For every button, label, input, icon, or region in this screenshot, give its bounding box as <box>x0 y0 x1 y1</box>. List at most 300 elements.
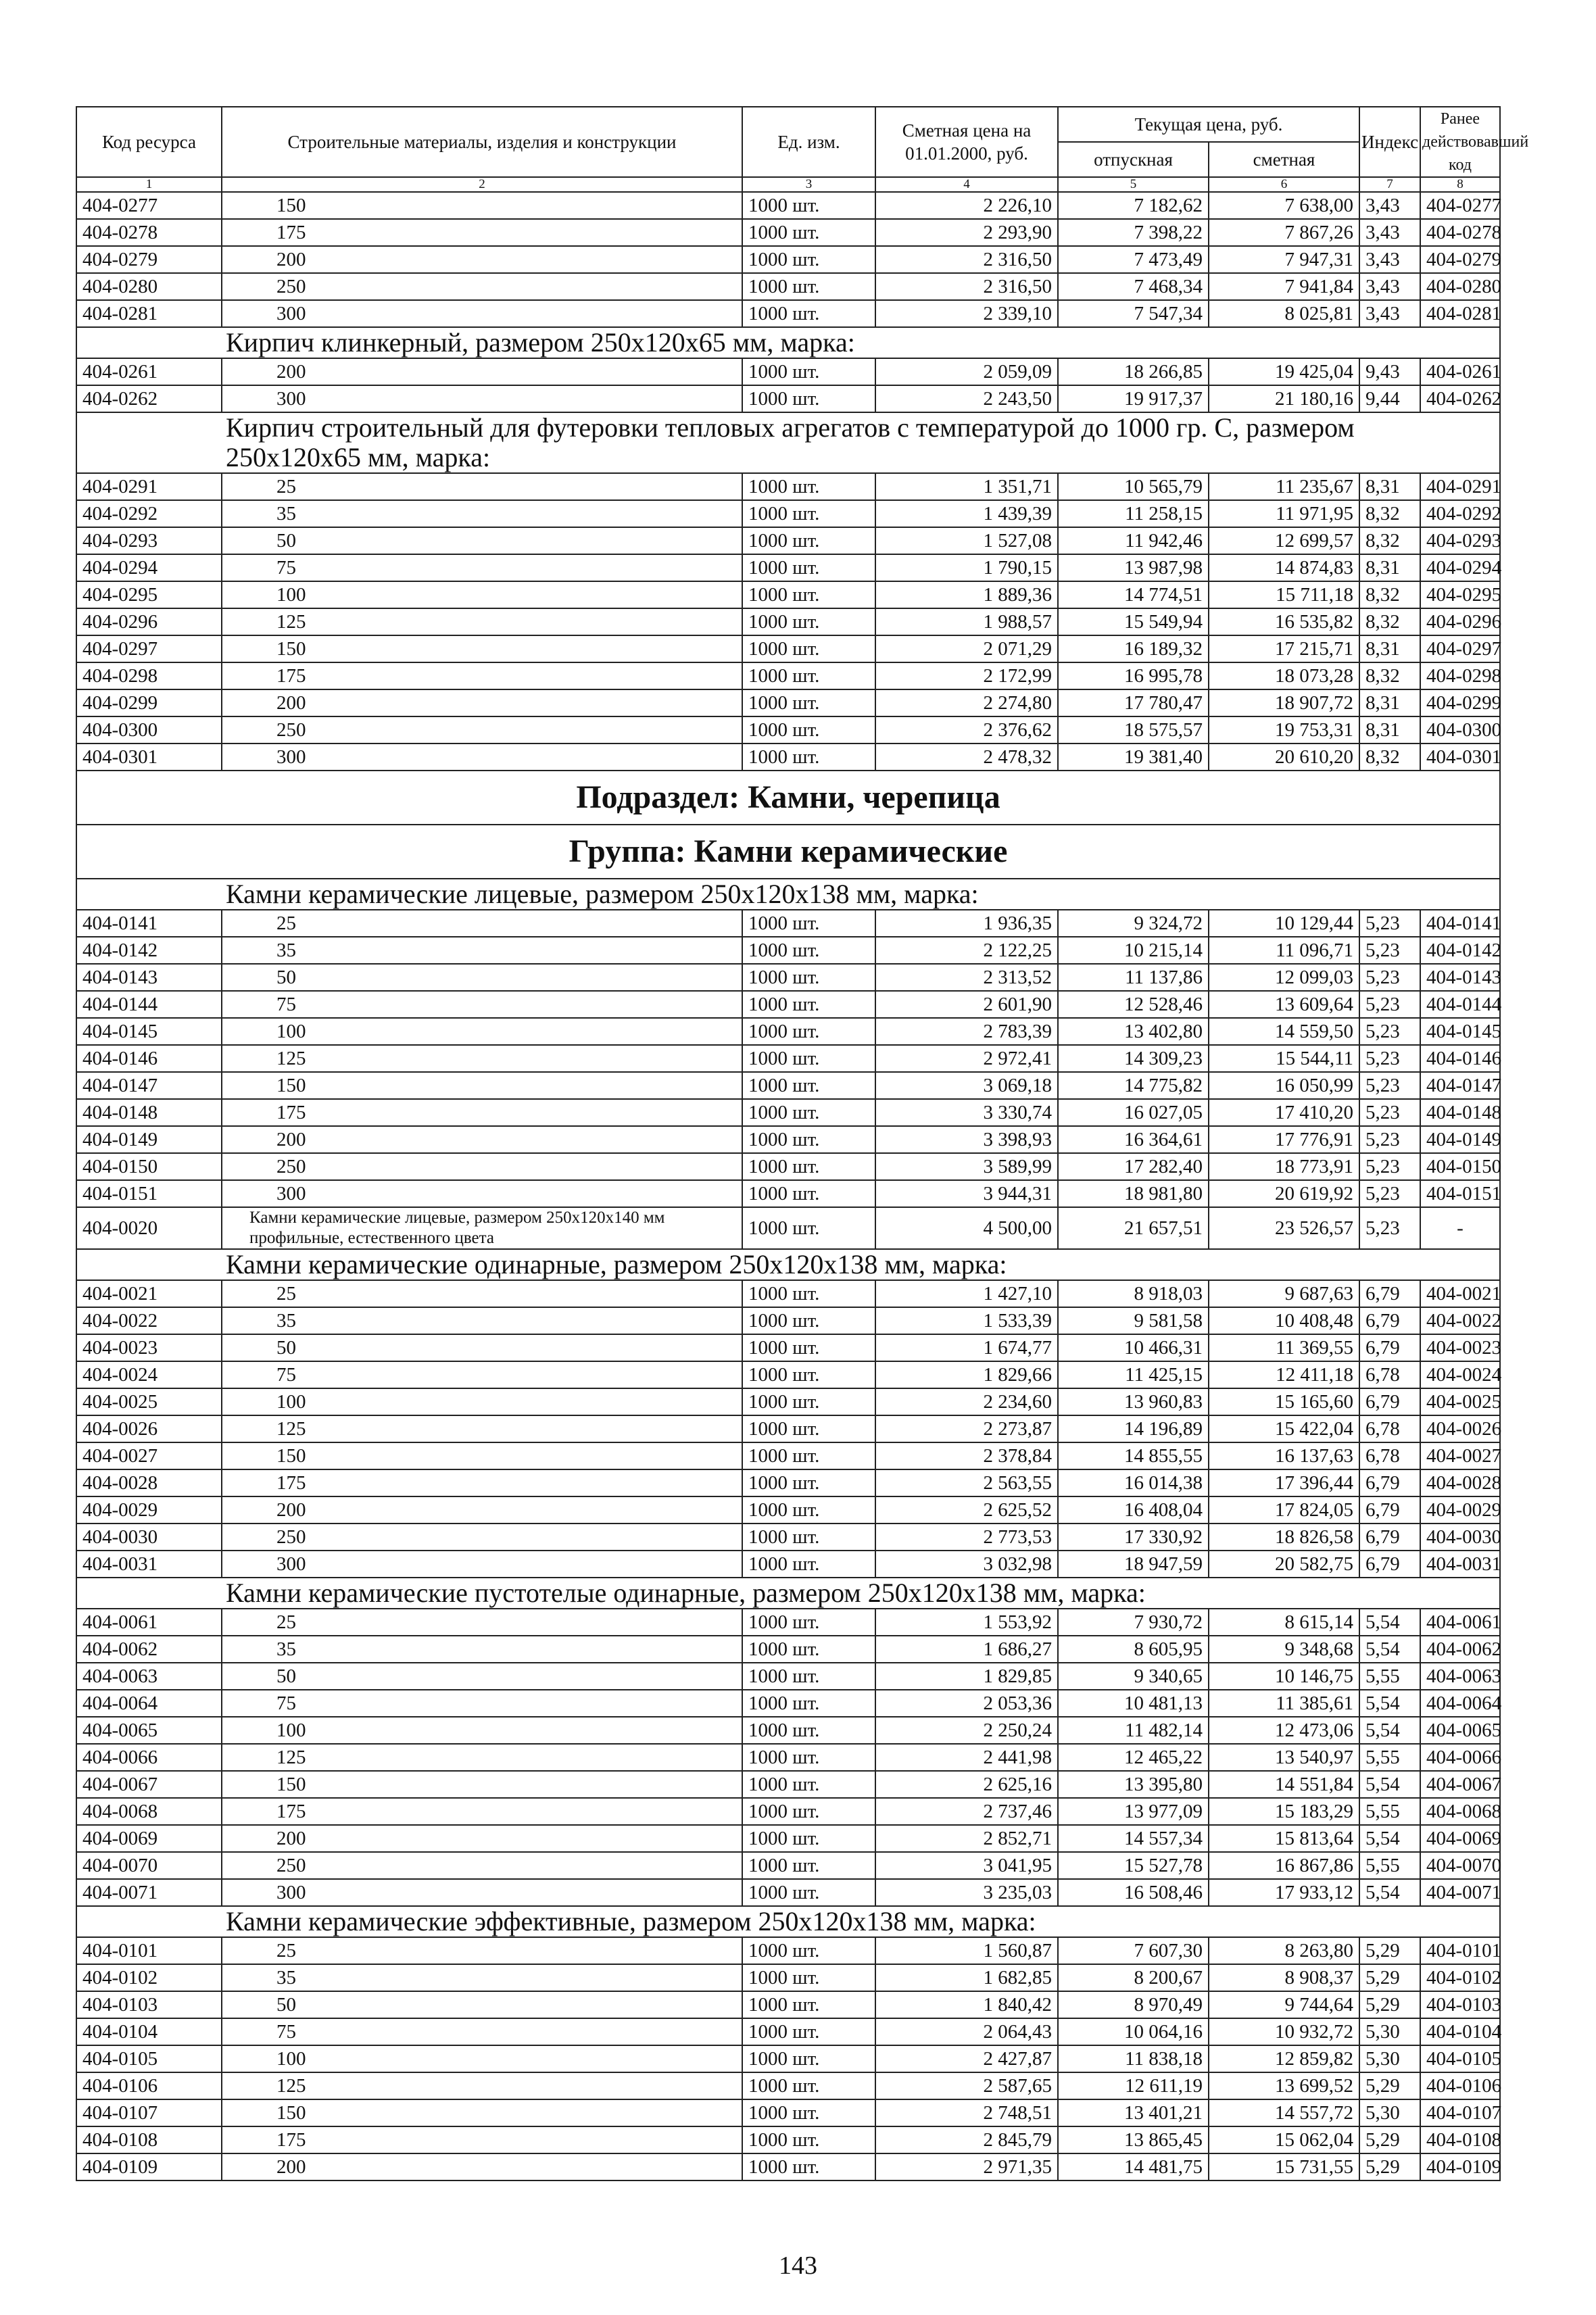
base-price-cell: 3 041,95 <box>875 1852 1058 1879</box>
release-price-cell: 16 189,32 <box>1058 635 1209 662</box>
index-cell: 5,29 <box>1359 2153 1420 2180</box>
release-price-cell: 14 557,34 <box>1058 1825 1209 1852</box>
mark-cell: 100 <box>222 1018 742 1045</box>
table-row <box>76 744 1500 771</box>
mark-cell: 300 <box>222 300 742 327</box>
table-row <box>76 358 1500 385</box>
estimate-price-cell: 17 824,05 <box>1209 1496 1359 1524</box>
header-code: Код ресурса <box>76 107 222 177</box>
mark-cell: 300 <box>222 385 742 412</box>
index-cell: 8,32 <box>1359 500 1420 527</box>
release-price-cell: 13 987,98 <box>1058 554 1209 581</box>
release-price-cell: 12 465,22 <box>1058 1744 1209 1771</box>
prev-code-cell: 404-0070 <box>1420 1852 1500 1879</box>
base-price-cell: 2 316,50 <box>875 246 1058 273</box>
prev-code-cell: 404-0261 <box>1420 358 1500 385</box>
prev-code-cell: 404-0150 <box>1420 1153 1500 1180</box>
resource-code-cell: 404-0101 <box>76 1937 222 1964</box>
mark-cell: 50 <box>222 1663 742 1690</box>
group-heading <box>76 1906 1500 1937</box>
unit-cell: 1000 шт. <box>742 1072 875 1099</box>
table-row <box>76 1663 1500 1690</box>
resource-code-cell: 404-0145 <box>76 1018 222 1045</box>
prev-code-cell: 404-0151 <box>1420 1180 1500 1207</box>
index-cell: 6,79 <box>1359 1524 1420 1551</box>
base-price-cell: 2 313,52 <box>875 964 1058 991</box>
base-price-cell: 3 032,98 <box>875 1551 1058 1578</box>
mark-cell: 200 <box>222 689 742 716</box>
mark-cell: 175 <box>222 2126 742 2153</box>
unit-cell: 1000 шт. <box>742 662 875 689</box>
resource-code-cell: 404-0291 <box>76 473 222 500</box>
header-release-price: отпускная <box>1058 142 1209 177</box>
unit-cell: 1000 шт. <box>742 1744 875 1771</box>
table-row <box>76 554 1500 581</box>
header-base-price: Сметная цена на 01.01.2000, руб. <box>875 107 1058 177</box>
release-price-cell: 13 977,09 <box>1058 1798 1209 1825</box>
mark-cell: 150 <box>222 2099 742 2126</box>
estimate-price-cell: 13 609,64 <box>1209 991 1359 1018</box>
resource-code-cell: 404-0069 <box>76 1825 222 1852</box>
base-price-cell: 3 944,31 <box>875 1180 1058 1207</box>
header-unit: Ед. изм. <box>742 107 875 177</box>
estimate-price-cell: 18 826,58 <box>1209 1524 1359 1551</box>
index-cell: 5,23 <box>1359 1099 1420 1126</box>
mark-cell: 200 <box>222 246 742 273</box>
resource-code-cell: 404-0107 <box>76 2099 222 2126</box>
base-price-cell: 1 889,36 <box>875 581 1058 608</box>
resource-code-cell: 404-0064 <box>76 1690 222 1717</box>
base-price-cell: 3 330,74 <box>875 1099 1058 1126</box>
index-cell: 5,29 <box>1359 1937 1420 1964</box>
unit-cell: 1000 шт. <box>742 2018 875 2045</box>
index-cell: 5,23 <box>1359 937 1420 964</box>
table-row <box>76 1072 1500 1099</box>
prev-code-cell: 404-0301 <box>1420 744 1500 771</box>
mark-cell: 150 <box>222 1072 742 1099</box>
group-title: Кирпич клинкерный, размером 250х120х65 мм, марка: <box>76 327 1500 358</box>
index-cell: 3,43 <box>1359 219 1420 246</box>
index-cell: 6,79 <box>1359 1334 1420 1361</box>
release-price-cell: 7 607,30 <box>1058 1937 1209 1964</box>
estimate-price-cell: 9 348,68 <box>1209 1636 1359 1663</box>
prev-code-cell: 404-0292 <box>1420 500 1500 527</box>
resource-code-cell: 404-0025 <box>76 1388 222 1415</box>
index-cell: 5,55 <box>1359 1852 1420 1879</box>
group-heading <box>76 1578 1500 1609</box>
estimate-price-cell: 7 947,31 <box>1209 246 1359 273</box>
estimate-price-cell: 20 582,75 <box>1209 1551 1359 1578</box>
mark-cell: 75 <box>222 1361 742 1388</box>
release-price-cell: 19 917,37 <box>1058 385 1209 412</box>
index-cell: 3,43 <box>1359 246 1420 273</box>
table-row <box>76 2018 1500 2045</box>
release-price-cell: 8 605,95 <box>1058 1636 1209 1663</box>
resource-code-cell: 404-0065 <box>76 1717 222 1744</box>
estimate-price-cell: 15 062,04 <box>1209 2126 1359 2153</box>
table-row <box>76 1744 1500 1771</box>
unit-cell: 1000 шт. <box>742 1099 875 1126</box>
release-price-cell: 10 215,14 <box>1058 937 1209 964</box>
estimate-price-cell: 20 610,20 <box>1209 744 1359 771</box>
mark-cell: 200 <box>222 1126 742 1153</box>
unit-cell: 1000 шт. <box>742 937 875 964</box>
unit-cell: 1000 шт. <box>742 1334 875 1361</box>
base-price-cell: 3 398,93 <box>875 1126 1058 1153</box>
estimate-price-cell: 7 638,00 <box>1209 192 1359 219</box>
release-price-cell: 13 401,21 <box>1058 2099 1209 2126</box>
estimate-price-cell: 15 813,64 <box>1209 1825 1359 1852</box>
release-price-cell: 13 395,80 <box>1058 1771 1209 1798</box>
prev-code-cell: 404-0104 <box>1420 2018 1500 2045</box>
unit-cell: 1000 шт. <box>742 219 875 246</box>
release-price-cell: 14 196,89 <box>1058 1415 1209 1442</box>
resource-code-cell: 404-0106 <box>76 2072 222 2099</box>
prev-code-cell: 404-0262 <box>1420 385 1500 412</box>
estimate-price-cell: 7 867,26 <box>1209 219 1359 246</box>
estimate-price-cell: 14 557,72 <box>1209 2099 1359 2126</box>
release-price-cell: 9 581,58 <box>1058 1307 1209 1334</box>
base-price-cell: 2 783,39 <box>875 1018 1058 1045</box>
estimate-price-cell: 9 687,63 <box>1209 1280 1359 1307</box>
release-price-cell: 7 468,34 <box>1058 273 1209 300</box>
base-price-cell: 2 316,50 <box>875 273 1058 300</box>
release-price-cell: 11 425,15 <box>1058 1361 1209 1388</box>
prev-code-cell: 404-0071 <box>1420 1879 1500 1906</box>
group-heading <box>76 879 1500 910</box>
unit-cell: 1000 шт. <box>742 1415 875 1442</box>
header-name: Строительные материалы, изделия и конструкции <box>222 107 742 177</box>
prev-code-cell: 404-0297 <box>1420 635 1500 662</box>
prev-code-cell: - <box>1420 1207 1500 1249</box>
base-price-cell: 2 845,79 <box>875 2126 1058 2153</box>
index-cell: 8,31 <box>1359 689 1420 716</box>
mark-cell: 25 <box>222 1609 742 1636</box>
base-price-cell: 2 273,87 <box>875 1415 1058 1442</box>
index-cell: 5,54 <box>1359 1609 1420 1636</box>
release-price-cell: 17 780,47 <box>1058 689 1209 716</box>
table-header <box>76 107 1529 192</box>
mark-cell: 50 <box>222 1334 742 1361</box>
base-price-cell: 3 069,18 <box>875 1072 1058 1099</box>
unit-cell: 1000 шт. <box>742 991 875 1018</box>
base-price-cell: 2 773,53 <box>875 1524 1058 1551</box>
prev-code-cell: 404-0027 <box>1420 1442 1500 1469</box>
resource-code-cell: 404-0298 <box>76 662 222 689</box>
resource-code-cell: 404-0279 <box>76 246 222 273</box>
resource-code-cell: 404-0144 <box>76 991 222 1018</box>
base-price-cell: 2 625,16 <box>875 1771 1058 1798</box>
base-price-cell: 1 427,10 <box>875 1280 1058 1307</box>
table-row <box>76 1180 1500 1207</box>
base-price-cell: 2 071,29 <box>875 635 1058 662</box>
index-cell: 6,78 <box>1359 1415 1420 1442</box>
header-index: Индекс <box>1359 107 1420 177</box>
estimate-price-cell: 15 544,11 <box>1209 1045 1359 1072</box>
unit-cell: 1000 шт. <box>742 1018 875 1045</box>
mark-cell: 125 <box>222 608 742 635</box>
base-price-cell: 2 226,10 <box>875 192 1058 219</box>
mark-cell: 250 <box>222 1852 742 1879</box>
estimate-price-cell: 15 711,18 <box>1209 581 1359 608</box>
mark-cell: 50 <box>222 964 742 991</box>
estimate-price-cell: 14 874,83 <box>1209 554 1359 581</box>
table-row <box>76 385 1500 412</box>
base-price-cell: 2 601,90 <box>875 991 1058 1018</box>
resource-code-cell: 404-0281 <box>76 300 222 327</box>
index-cell: 5,55 <box>1359 1798 1420 1825</box>
resource-code-cell: 404-0261 <box>76 358 222 385</box>
release-price-cell: 9 324,72 <box>1058 910 1209 937</box>
unit-cell: 1000 шт. <box>742 1442 875 1469</box>
subsection-title: Подраздел: Камни, черепица <box>76 771 1500 825</box>
unit-cell: 1000 шт. <box>742 1126 875 1153</box>
unit-cell: 1000 шт. <box>742 1551 875 1578</box>
prev-code-cell: 404-0028 <box>1420 1469 1500 1496</box>
subsection-heading <box>76 771 1500 825</box>
index-cell: 5,55 <box>1359 1663 1420 1690</box>
release-price-cell: 11 838,18 <box>1058 2045 1209 2072</box>
release-price-cell: 7 182,62 <box>1058 192 1209 219</box>
release-price-cell: 13 960,83 <box>1058 1388 1209 1415</box>
price-table <box>76 106 1529 2181</box>
release-price-cell: 21 657,51 <box>1058 1207 1209 1249</box>
table-row <box>76 1469 1500 1496</box>
release-price-cell: 10 565,79 <box>1058 473 1209 500</box>
estimate-price-cell: 8 025,81 <box>1209 300 1359 327</box>
base-price-cell: 2 852,71 <box>875 1825 1058 1852</box>
table-row <box>76 2099 1500 2126</box>
resource-code-cell: 404-0294 <box>76 554 222 581</box>
prev-code-cell: 404-0291 <box>1420 473 1500 500</box>
resource-code-cell: 404-0293 <box>76 527 222 554</box>
base-price-cell: 1 829,66 <box>875 1361 1058 1388</box>
resource-code-cell: 404-0021 <box>76 1280 222 1307</box>
table-row <box>76 910 1500 937</box>
index-cell: 8,32 <box>1359 744 1420 771</box>
prev-code-cell: 404-0295 <box>1420 581 1500 608</box>
base-price-cell: 3 235,03 <box>875 1879 1058 1906</box>
table-row <box>76 1717 1500 1744</box>
unit-cell: 1000 шт. <box>742 1153 875 1180</box>
estimate-price-cell: 15 731,55 <box>1209 2153 1359 2180</box>
resource-code-cell: 404-0104 <box>76 2018 222 2045</box>
index-cell: 8,32 <box>1359 608 1420 635</box>
base-price-cell: 1 936,35 <box>875 910 1058 937</box>
resource-code-cell: 404-0151 <box>76 1180 222 1207</box>
mark-cell: 75 <box>222 991 742 1018</box>
release-price-cell: 19 381,40 <box>1058 744 1209 771</box>
resource-code-cell: 404-0147 <box>76 1072 222 1099</box>
prev-code-cell: 404-0105 <box>1420 2045 1500 2072</box>
table-row <box>76 1609 1500 1636</box>
release-price-cell: 18 981,80 <box>1058 1180 1209 1207</box>
subsection-title: Группа: Камни керамические <box>76 825 1500 879</box>
base-price-cell: 2 339,10 <box>875 300 1058 327</box>
group-heading <box>76 327 1500 358</box>
index-cell: 6,79 <box>1359 1307 1420 1334</box>
release-price-cell: 15 527,78 <box>1058 1852 1209 1879</box>
resource-code-cell: 404-0030 <box>76 1524 222 1551</box>
index-cell: 6,79 <box>1359 1496 1420 1524</box>
estimate-price-cell: 10 932,72 <box>1209 2018 1359 2045</box>
header-current-price: Текущая цена, руб. <box>1058 107 1359 142</box>
unit-cell: 1000 шт. <box>742 1361 875 1388</box>
unit-cell: 1000 шт. <box>742 2045 875 2072</box>
index-cell: 6,78 <box>1359 1442 1420 1469</box>
header-estimate-price: сметная <box>1209 142 1359 177</box>
mark-cell: 175 <box>222 662 742 689</box>
base-price-cell: 2 293,90 <box>875 219 1058 246</box>
table-row <box>76 246 1500 273</box>
release-price-cell: 16 014,38 <box>1058 1469 1209 1496</box>
resource-code-cell: 404-0105 <box>76 2045 222 2072</box>
index-cell: 5,23 <box>1359 1072 1420 1099</box>
base-price-cell: 1 527,08 <box>875 527 1058 554</box>
release-price-cell: 16 027,05 <box>1058 1099 1209 1126</box>
base-price-cell: 2 122,25 <box>875 937 1058 964</box>
table-row <box>76 1280 1500 1307</box>
group-title: Камни керамические эффективные, размером 250х120х138 мм, марка: <box>76 1906 1500 1937</box>
unit-cell: 1000 шт. <box>742 608 875 635</box>
table-row <box>76 1153 1500 1180</box>
mark-cell: 175 <box>222 219 742 246</box>
mark-cell: 75 <box>222 1690 742 1717</box>
table-row <box>76 1442 1500 1469</box>
unit-cell: 1000 шт. <box>742 910 875 937</box>
table-row <box>76 1852 1500 1879</box>
base-price-cell: 2 563,55 <box>875 1469 1058 1496</box>
unit-cell: 1000 шт. <box>742 1045 875 1072</box>
index-cell: 5,23 <box>1359 1180 1420 1207</box>
estimate-price-cell: 20 619,92 <box>1209 1180 1359 1207</box>
unit-cell: 1000 шт. <box>742 1825 875 1852</box>
table-row <box>76 2153 1500 2180</box>
release-price-cell: 8 970,49 <box>1058 1991 1209 2018</box>
group-title: Камни керамические лицевые, размером 250х120х138 мм, марка: <box>76 879 1500 910</box>
release-price-cell: 14 309,23 <box>1058 1045 1209 1072</box>
resource-code-cell: 404-0149 <box>76 1126 222 1153</box>
mark-cell: 150 <box>222 192 742 219</box>
estimate-price-cell: 14 559,50 <box>1209 1018 1359 1045</box>
table-row <box>76 1126 1500 1153</box>
index-cell: 5,54 <box>1359 1879 1420 1906</box>
resource-code-cell: 404-0031 <box>76 1551 222 1578</box>
resource-code-cell: 404-0023 <box>76 1334 222 1361</box>
unit-cell: 1000 шт. <box>742 1690 875 1717</box>
estimate-price-cell: 18 907,72 <box>1209 689 1359 716</box>
resource-code-cell: 404-0296 <box>76 608 222 635</box>
table-row <box>76 1879 1500 1906</box>
mark-cell: 250 <box>222 716 742 744</box>
index-cell: 5,54 <box>1359 1717 1420 1744</box>
index-cell: 5,23 <box>1359 1207 1420 1249</box>
index-cell: 6,79 <box>1359 1551 1420 1578</box>
estimate-price-cell: 11 971,95 <box>1209 500 1359 527</box>
resource-code-cell: 404-0022 <box>76 1307 222 1334</box>
prev-code-cell: 404-0298 <box>1420 662 1500 689</box>
unit-cell: 1000 шт. <box>742 385 875 412</box>
mark-cell: 175 <box>222 1798 742 1825</box>
table-row <box>76 1636 1500 1663</box>
index-cell: 5,29 <box>1359 2126 1420 2153</box>
unit-cell: 1000 шт. <box>742 744 875 771</box>
release-price-cell: 16 408,04 <box>1058 1496 1209 1524</box>
resource-code-cell: 404-0150 <box>76 1153 222 1180</box>
table-row <box>76 662 1500 689</box>
estimate-price-cell: 21 180,16 <box>1209 385 1359 412</box>
estimate-price-cell: 16 535,82 <box>1209 608 1359 635</box>
base-price-cell: 3 589,99 <box>875 1153 1058 1180</box>
base-price-cell: 2 378,84 <box>875 1442 1058 1469</box>
resource-code-cell: 404-0300 <box>76 716 222 744</box>
release-price-cell: 11 482,14 <box>1058 1717 1209 1744</box>
column-number: 7 <box>1359 177 1420 192</box>
mark-cell: 35 <box>222 1636 742 1663</box>
unit-cell: 1000 шт. <box>742 1964 875 1991</box>
estimate-price-cell: 12 411,18 <box>1209 1361 1359 1388</box>
base-price-cell: 2 441,98 <box>875 1744 1058 1771</box>
resource-code-cell: 404-0067 <box>76 1771 222 1798</box>
mark-cell: 175 <box>222 1099 742 1126</box>
unit-cell: 1000 шт. <box>742 1469 875 1496</box>
base-price-cell: 1 674,77 <box>875 1334 1058 1361</box>
prev-code-cell: 404-0144 <box>1420 991 1500 1018</box>
prev-code-cell: 404-0062 <box>1420 1636 1500 1663</box>
estimate-price-cell: 16 137,63 <box>1209 1442 1359 1469</box>
unit-cell: 1000 шт. <box>742 2099 875 2126</box>
table-row <box>76 500 1500 527</box>
release-price-cell: 18 266,85 <box>1058 358 1209 385</box>
index-cell: 5,30 <box>1359 2018 1420 2045</box>
mark-cell: 250 <box>222 273 742 300</box>
index-cell: 5,29 <box>1359 2072 1420 2099</box>
base-price-cell: 1 988,57 <box>875 608 1058 635</box>
resource-code-cell: 404-0028 <box>76 1469 222 1496</box>
index-cell: 5,54 <box>1359 1825 1420 1852</box>
table-row <box>76 2072 1500 2099</box>
resource-code-cell: 404-0148 <box>76 1099 222 1126</box>
unit-cell: 1000 шт. <box>742 581 875 608</box>
estimate-price-cell: 10 129,44 <box>1209 910 1359 937</box>
base-price-cell: 2 376,62 <box>875 716 1058 744</box>
prev-code-cell: 404-0281 <box>1420 300 1500 327</box>
release-price-cell: 14 775,82 <box>1058 1072 1209 1099</box>
prev-code-cell: 404-0102 <box>1420 1964 1500 1991</box>
prev-code-cell: 404-0293 <box>1420 527 1500 554</box>
resource-code-cell: 404-0062 <box>76 1636 222 1663</box>
release-price-cell: 11 942,46 <box>1058 527 1209 554</box>
prev-code-cell: 404-0067 <box>1420 1771 1500 1798</box>
release-price-cell: 8 918,03 <box>1058 1280 1209 1307</box>
prev-code-cell: 404-0299 <box>1420 689 1500 716</box>
base-price-cell: 1 686,27 <box>875 1636 1058 1663</box>
table-row <box>76 1045 1500 1072</box>
base-price-cell: 2 737,46 <box>875 1798 1058 1825</box>
unit-cell: 1000 шт. <box>742 358 875 385</box>
release-price-cell: 14 774,51 <box>1058 581 1209 608</box>
table-row <box>76 716 1500 744</box>
estimate-price-cell: 12 473,06 <box>1209 1717 1359 1744</box>
estimate-price-cell: 15 165,60 <box>1209 1388 1359 1415</box>
base-price-cell: 2 250,24 <box>875 1717 1058 1744</box>
estimate-price-cell: 12 099,03 <box>1209 964 1359 991</box>
table-row <box>76 1991 1500 2018</box>
group-title: Кирпич строительный для футеровки тепловых агрегатов с температурой до 1000 гр. С, размером 250х120х65 мм, марка: <box>76 412 1500 473</box>
estimate-price-cell: 17 215,71 <box>1209 635 1359 662</box>
table-row <box>76 1964 1500 1991</box>
unit-cell: 1000 шт. <box>742 1852 875 1879</box>
